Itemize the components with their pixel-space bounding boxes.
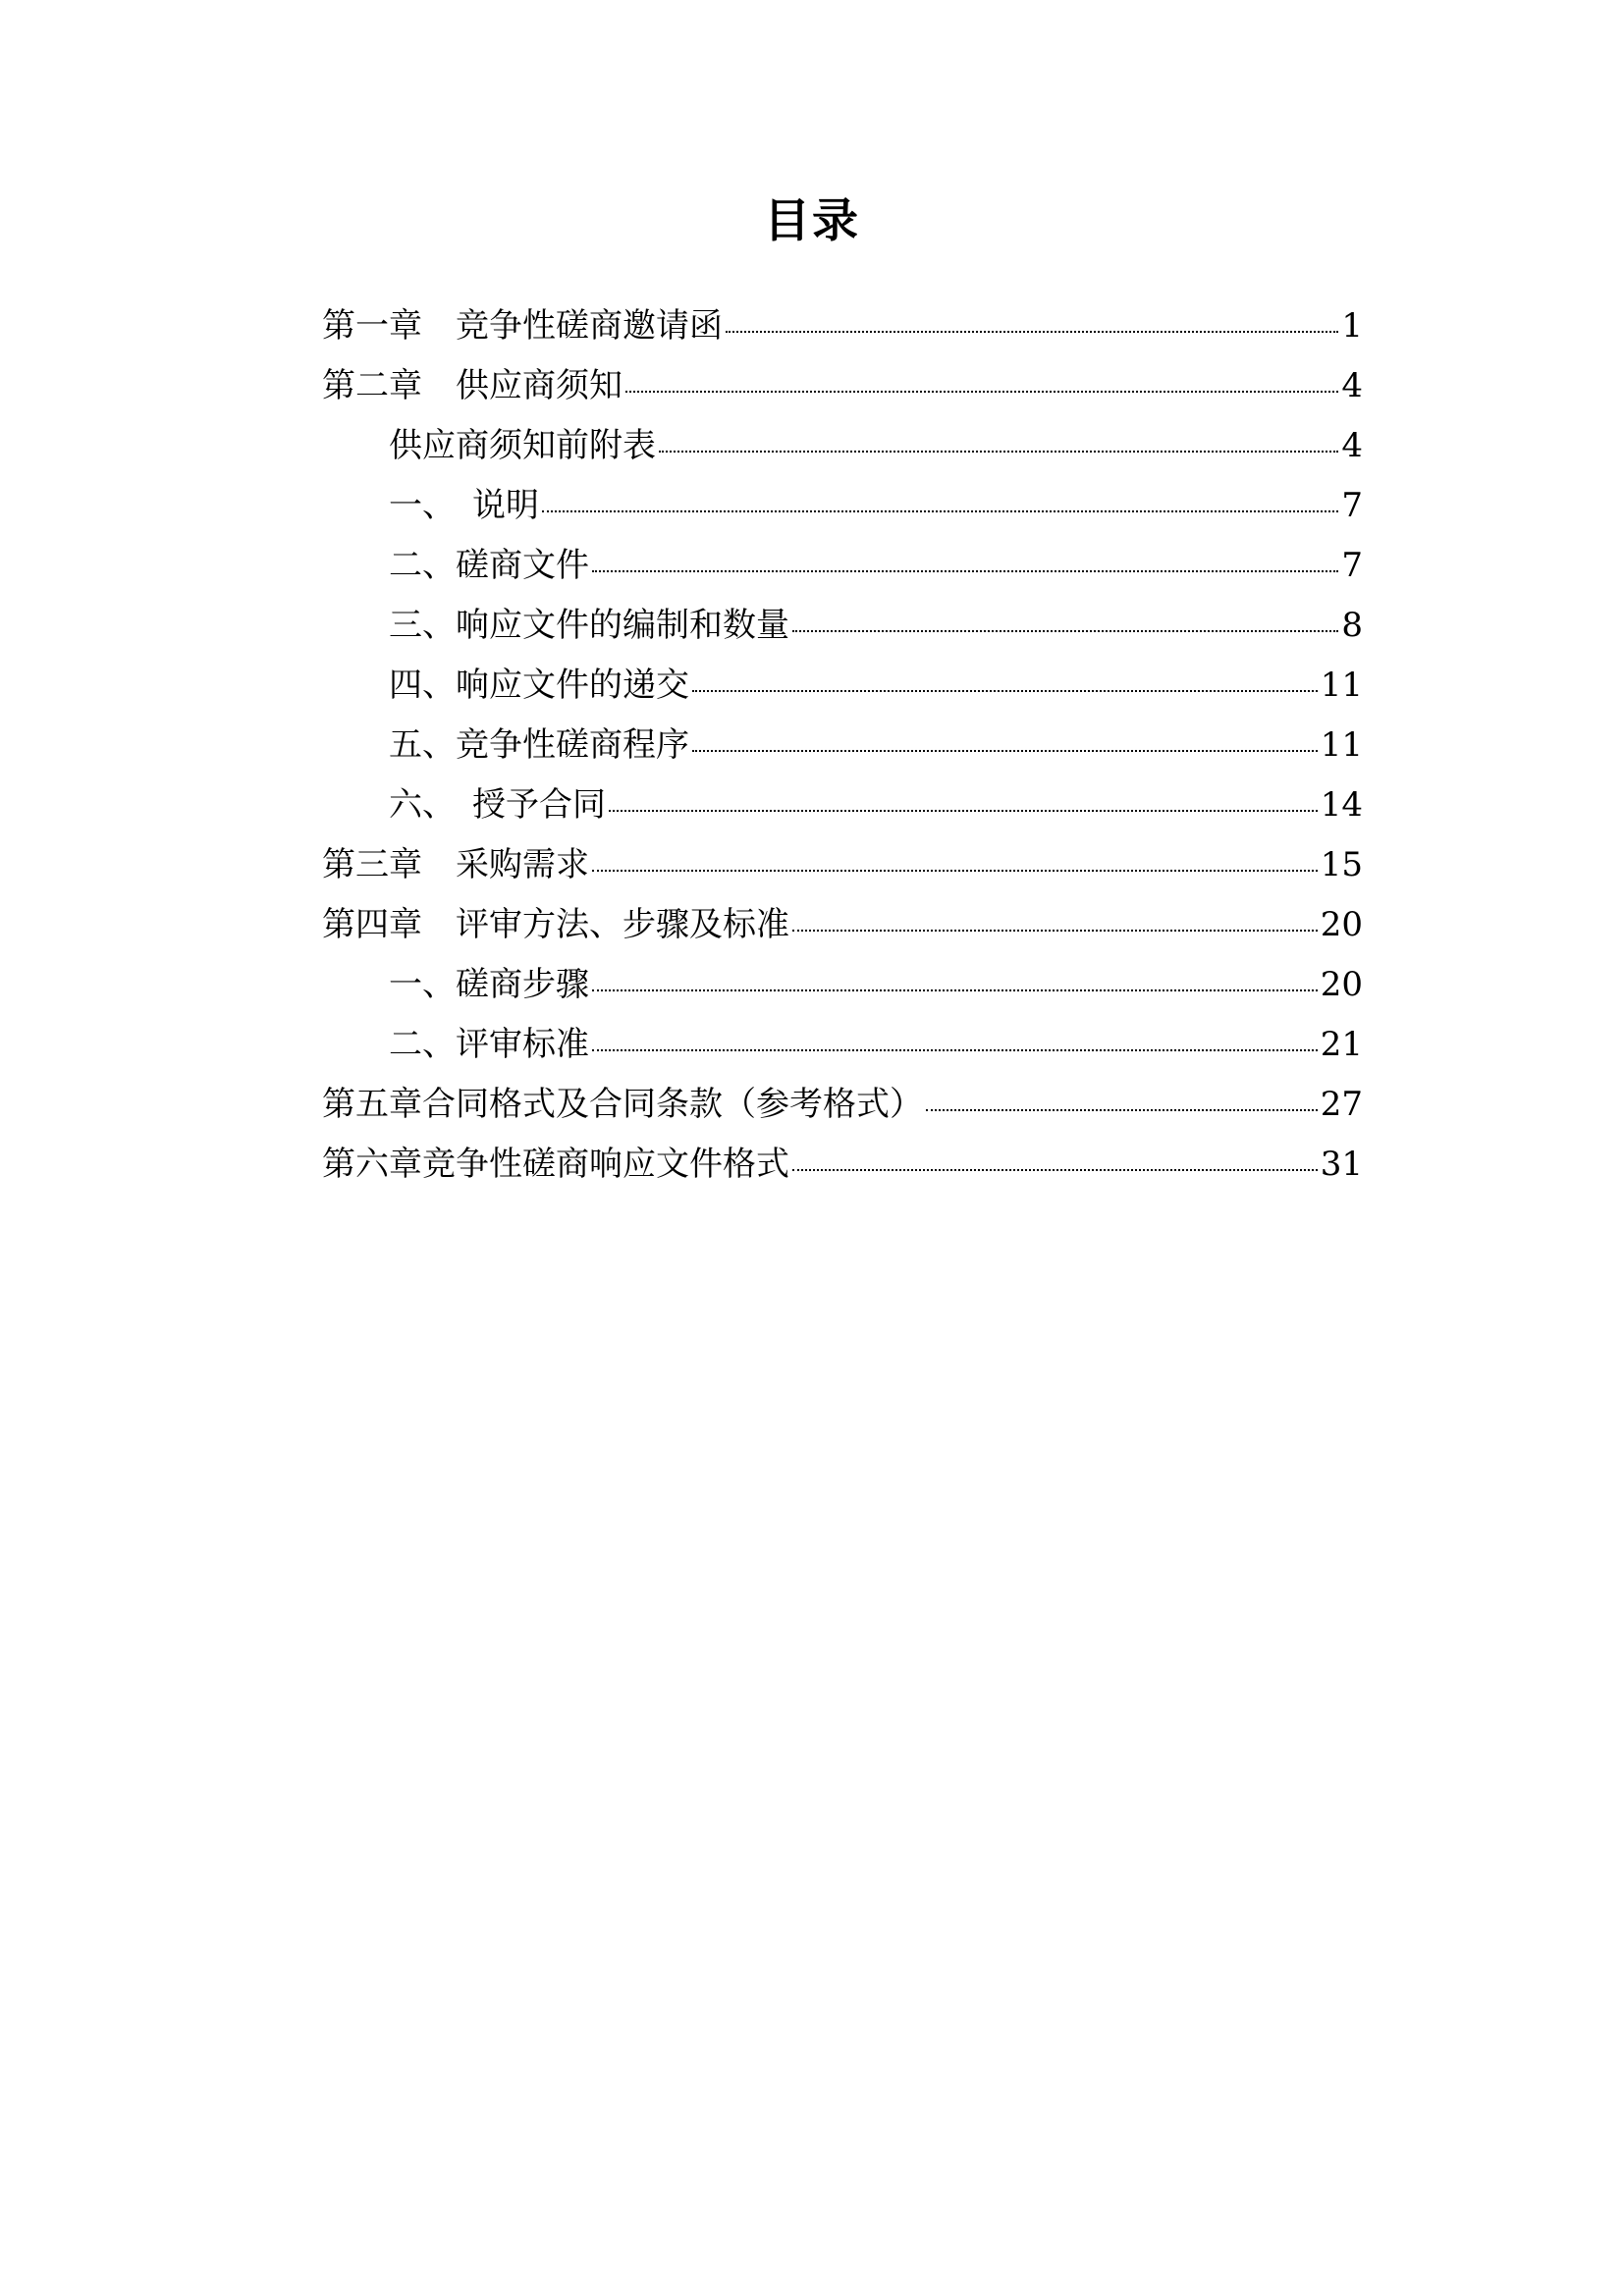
toc-entry[interactable] — [322, 835, 1363, 895]
toc-entry-page-number: 4 — [1341, 426, 1363, 465]
toc-dot-leader — [692, 690, 1318, 692]
toc-title: 目录 — [764, 194, 860, 248]
toc-entry-page-number: 27 — [1320, 1085, 1363, 1124]
toc-entry-label: 第四章 评审方法、步骤及标准 — [322, 905, 789, 944]
toc-entry-page-number: 31 — [1320, 1145, 1363, 1184]
toc-entry-page-number: 20 — [1320, 905, 1363, 944]
toc-entry-page-number: 4 — [1341, 366, 1363, 405]
toc-entry-page-number: 11 — [1320, 666, 1363, 705]
toc-entry[interactable] — [322, 536, 1363, 596]
toc-entry-label: 第一章 竞争性磋商邀请函 — [322, 306, 723, 346]
toc-entry-page-number: 7 — [1341, 546, 1363, 585]
toc-entry[interactable] — [322, 716, 1363, 775]
toc-entry-page-number: 8 — [1341, 606, 1363, 645]
toc-entry[interactable] — [322, 296, 1363, 356]
toc-entry[interactable] — [322, 1015, 1363, 1075]
toc-entry[interactable] — [322, 476, 1363, 536]
toc-dot-leader — [726, 331, 1338, 333]
toc-entry[interactable] — [322, 1075, 1363, 1135]
toc-dot-leader — [792, 630, 1338, 632]
toc-dot-leader — [542, 510, 1338, 512]
toc-entry[interactable] — [322, 656, 1363, 716]
toc-entry[interactable] — [322, 596, 1363, 656]
toc-list — [322, 296, 1363, 1195]
toc-entry-label: 一、磋商步骤 — [389, 965, 589, 1004]
toc-entry-label: 六、 授予合同 — [389, 785, 606, 825]
toc-entry-label: 供应商须知前附表 — [389, 426, 656, 465]
toc-entry-page-number: 14 — [1320, 785, 1363, 825]
toc-entry-label: 第六章竞争性磋商响应文件格式 — [322, 1145, 789, 1184]
toc-entry[interactable] — [322, 356, 1363, 416]
toc-dot-leader — [592, 989, 1318, 991]
toc-entry-label: 四、响应文件的递交 — [389, 666, 689, 705]
toc-entry-page-number: 20 — [1320, 965, 1363, 1004]
toc-entry-label: 第二章 供应商须知 — [322, 366, 623, 405]
toc-dot-leader — [692, 750, 1318, 752]
toc-entry[interactable] — [322, 955, 1363, 1015]
toc-entry[interactable] — [322, 895, 1363, 955]
toc-dot-leader — [659, 451, 1338, 453]
toc-dot-leader — [609, 810, 1318, 812]
toc-dot-leader — [792, 1169, 1318, 1171]
toc-entry-label: 二、磋商文件 — [389, 546, 589, 585]
toc-entry-label: 一、 说明 — [389, 486, 539, 525]
toc-entry-page-number: 15 — [1320, 845, 1363, 884]
toc-entry-page-number: 11 — [1320, 725, 1363, 765]
toc-entry-page-number: 21 — [1320, 1025, 1363, 1064]
toc-entry-label: 五、竞争性磋商程序 — [389, 725, 689, 765]
toc-dot-leader — [926, 1109, 1318, 1111]
toc-entry[interactable] — [322, 416, 1363, 476]
toc-entry[interactable] — [322, 775, 1363, 835]
toc-dot-leader — [592, 570, 1338, 572]
toc-entry-label: 第三章 采购需求 — [322, 845, 589, 884]
toc-dot-leader — [592, 870, 1318, 872]
toc-entry-page-number: 7 — [1341, 486, 1363, 525]
toc-dot-leader — [625, 391, 1338, 393]
toc-dot-leader — [792, 930, 1318, 932]
toc-entry-label: 第五章合同格式及合同条款（参考格式） — [322, 1085, 923, 1124]
toc-entry[interactable] — [322, 1135, 1363, 1195]
toc-entry-label: 三、响应文件的编制和数量 — [389, 606, 789, 645]
toc-entry-label: 二、评审标准 — [389, 1025, 589, 1064]
toc-dot-leader — [592, 1049, 1318, 1051]
toc-entry-page-number: 1 — [1341, 306, 1363, 346]
